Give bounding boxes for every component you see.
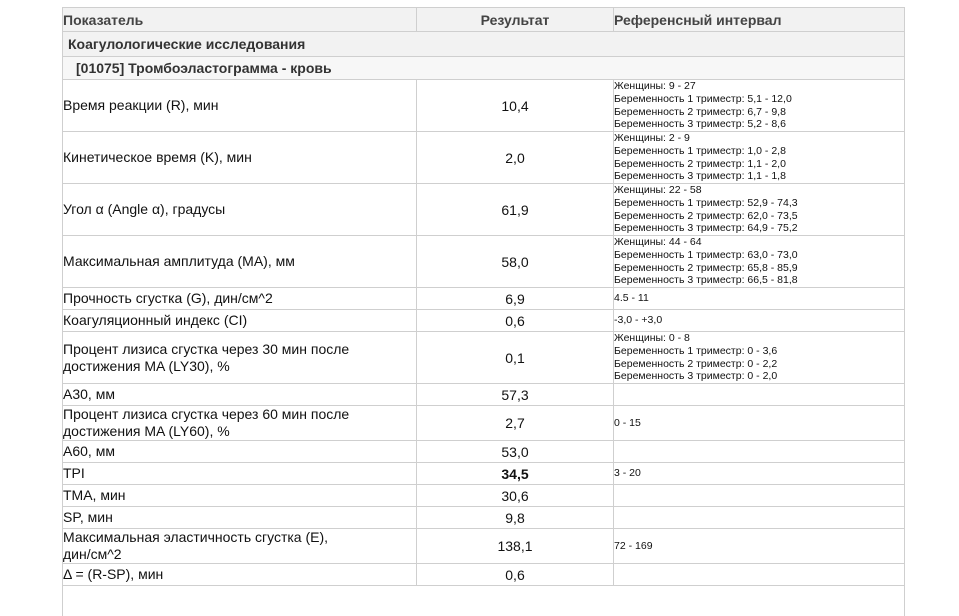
indicator-name [63, 441, 417, 463]
result-value: 2,7 [417, 406, 614, 441]
reference-interval [614, 485, 905, 507]
table-row [63, 132, 905, 184]
indicator-name-line: Кинетическое время (K), мин [63, 149, 416, 166]
section-title: Коагулологические исследования [63, 32, 905, 57]
indicator-name-line: SP, мин [63, 509, 416, 526]
indicator-name-line: дин/см^2 [63, 546, 416, 563]
reference-interval [614, 332, 905, 384]
result-value: 0,1 [417, 332, 614, 384]
reference-line: Женщины: 22 - 58 [614, 184, 904, 197]
indicator-name-line: Прочность сгустка (G), дин/см^2 [63, 290, 416, 307]
indicator-name-line: A30, мм [63, 386, 416, 403]
indicator-name [63, 332, 417, 384]
page-margin-right [904, 0, 959, 600]
table-row [63, 529, 905, 564]
table-row [63, 236, 905, 288]
reference-line: Беременность 1 триместр: 5,1 - 12,0 [614, 93, 904, 106]
table-row [63, 80, 905, 132]
reference-interval [614, 288, 905, 310]
table-row-empty [63, 586, 905, 616]
empty-cell [63, 586, 905, 616]
result-value: 10,4 [417, 80, 614, 132]
indicator-name-line: Время реакции (R), мин [63, 97, 416, 114]
indicator-name-line: A60, мм [63, 443, 416, 460]
result-value: 0,6 [417, 564, 614, 586]
reference-line: Беременность 3 триместр: 1,1 - 1,8 [614, 170, 904, 183]
reference-line: Беременность 3 триместр: 5,2 - 8,6 [614, 118, 904, 131]
result-value: 58,0 [417, 236, 614, 288]
reference-line: Беременность 2 триместр: 65,8 - 85,9 [614, 262, 904, 275]
reference-line: Женщины: 9 - 27 [614, 80, 904, 93]
section-row [63, 32, 905, 57]
reference-interval [614, 310, 905, 332]
reference-interval [614, 236, 905, 288]
reference-line: 72 - 169 [614, 540, 904, 553]
indicator-name [63, 463, 417, 485]
table-row [63, 485, 905, 507]
reference-line: Беременность 3 триместр: 0 - 2,0 [614, 370, 904, 383]
reference-line: Беременность 2 триместр: 1,1 - 2,0 [614, 158, 904, 171]
reference-interval [614, 564, 905, 586]
header-result: Результат [417, 8, 614, 32]
reference-line: Женщины: 44 - 64 [614, 236, 904, 249]
result-value: 34,5 [417, 463, 614, 485]
indicator-name [63, 310, 417, 332]
result-value: 2,0 [417, 132, 614, 184]
indicator-name-line: достижения MA (LY30), % [63, 358, 416, 375]
indicator-name [63, 184, 417, 236]
reference-line: Женщины: 2 - 9 [614, 132, 904, 145]
reference-interval [614, 441, 905, 463]
result-value: 53,0 [417, 441, 614, 463]
reference-interval [614, 80, 905, 132]
indicator-name-line: Процент лизиса сгустка через 30 мин после [63, 341, 416, 358]
indicator-name [63, 236, 417, 288]
page-margin-left [0, 0, 55, 600]
result-value: 0,6 [417, 310, 614, 332]
reference-interval [614, 463, 905, 485]
reference-interval [614, 406, 905, 441]
indicator-name [63, 406, 417, 441]
indicator-name-line: Процент лизиса сгустка через 60 мин после [63, 406, 416, 423]
table-row [63, 406, 905, 441]
indicator-name [63, 80, 417, 132]
indicator-name-line: TMA, мин [63, 487, 416, 504]
table-row [63, 507, 905, 529]
indicator-name [63, 507, 417, 529]
reference-line: 3 - 20 [614, 467, 904, 480]
result-value: 61,9 [417, 184, 614, 236]
indicator-name-line: Максимальная эластичность сгустка (E), [63, 529, 416, 546]
reference-line: Беременность 3 триместр: 66,5 - 81,8 [614, 274, 904, 287]
reference-line: 0 - 15 [614, 417, 904, 430]
table-row [63, 288, 905, 310]
subsection-row [63, 57, 905, 80]
table-header-row [63, 8, 905, 32]
reference-line: Беременность 1 триместр: 1,0 - 2,8 [614, 145, 904, 158]
reference-interval [614, 384, 905, 406]
header-indicator: Показатель [63, 8, 417, 32]
indicator-name-line: Максимальная амплитуда (MA), мм [63, 253, 416, 270]
results-table [62, 7, 905, 616]
indicator-name [63, 485, 417, 507]
table-row [63, 310, 905, 332]
table-row [63, 384, 905, 406]
indicator-name [63, 564, 417, 586]
indicator-name [63, 132, 417, 184]
reference-line: Беременность 2 триместр: 62,0 - 73,5 [614, 210, 904, 223]
reference-line: Беременность 1 триместр: 52,9 - 74,3 [614, 197, 904, 210]
result-value: 57,3 [417, 384, 614, 406]
indicator-name-line: Коагуляционный индекс (CI) [63, 312, 416, 329]
table-row [63, 184, 905, 236]
indicator-name-line: достижения MA (LY60), % [63, 423, 416, 440]
reference-line: 4.5 - 11 [614, 292, 904, 305]
indicator-name [63, 529, 417, 564]
reference-interval [614, 507, 905, 529]
result-value: 9,8 [417, 507, 614, 529]
result-value: 6,9 [417, 288, 614, 310]
reference-line: Беременность 1 триместр: 0 - 3,6 [614, 345, 904, 358]
reference-line: Беременность 1 триместр: 63,0 - 73,0 [614, 249, 904, 262]
indicator-name-line: TPI [63, 465, 416, 482]
indicator-name [63, 288, 417, 310]
table-row [63, 332, 905, 384]
reference-line: Женщины: 0 - 8 [614, 332, 904, 345]
subsection-title: [01075] Тромбоэластограмма - кровь [63, 57, 905, 80]
table-row [63, 463, 905, 485]
reference-interval [614, 132, 905, 184]
result-value: 138,1 [417, 529, 614, 564]
reference-line: Беременность 2 триместр: 0 - 2,2 [614, 358, 904, 371]
table-row [63, 564, 905, 586]
reference-line: Беременность 2 триместр: 6,7 - 9,8 [614, 106, 904, 119]
reference-line: -3,0 - +3,0 [614, 314, 904, 327]
indicator-name [63, 384, 417, 406]
reference-interval [614, 184, 905, 236]
result-value: 30,6 [417, 485, 614, 507]
indicator-name-line: Угол α (Angle α), градусы [63, 201, 416, 218]
header-reference: Референсный интервал [614, 8, 905, 32]
indicator-name-line: Δ = (R-SP), мин [63, 566, 416, 583]
reference-interval [614, 529, 905, 564]
reference-line: Беременность 3 триместр: 64,9 - 75,2 [614, 222, 904, 235]
table-row [63, 441, 905, 463]
